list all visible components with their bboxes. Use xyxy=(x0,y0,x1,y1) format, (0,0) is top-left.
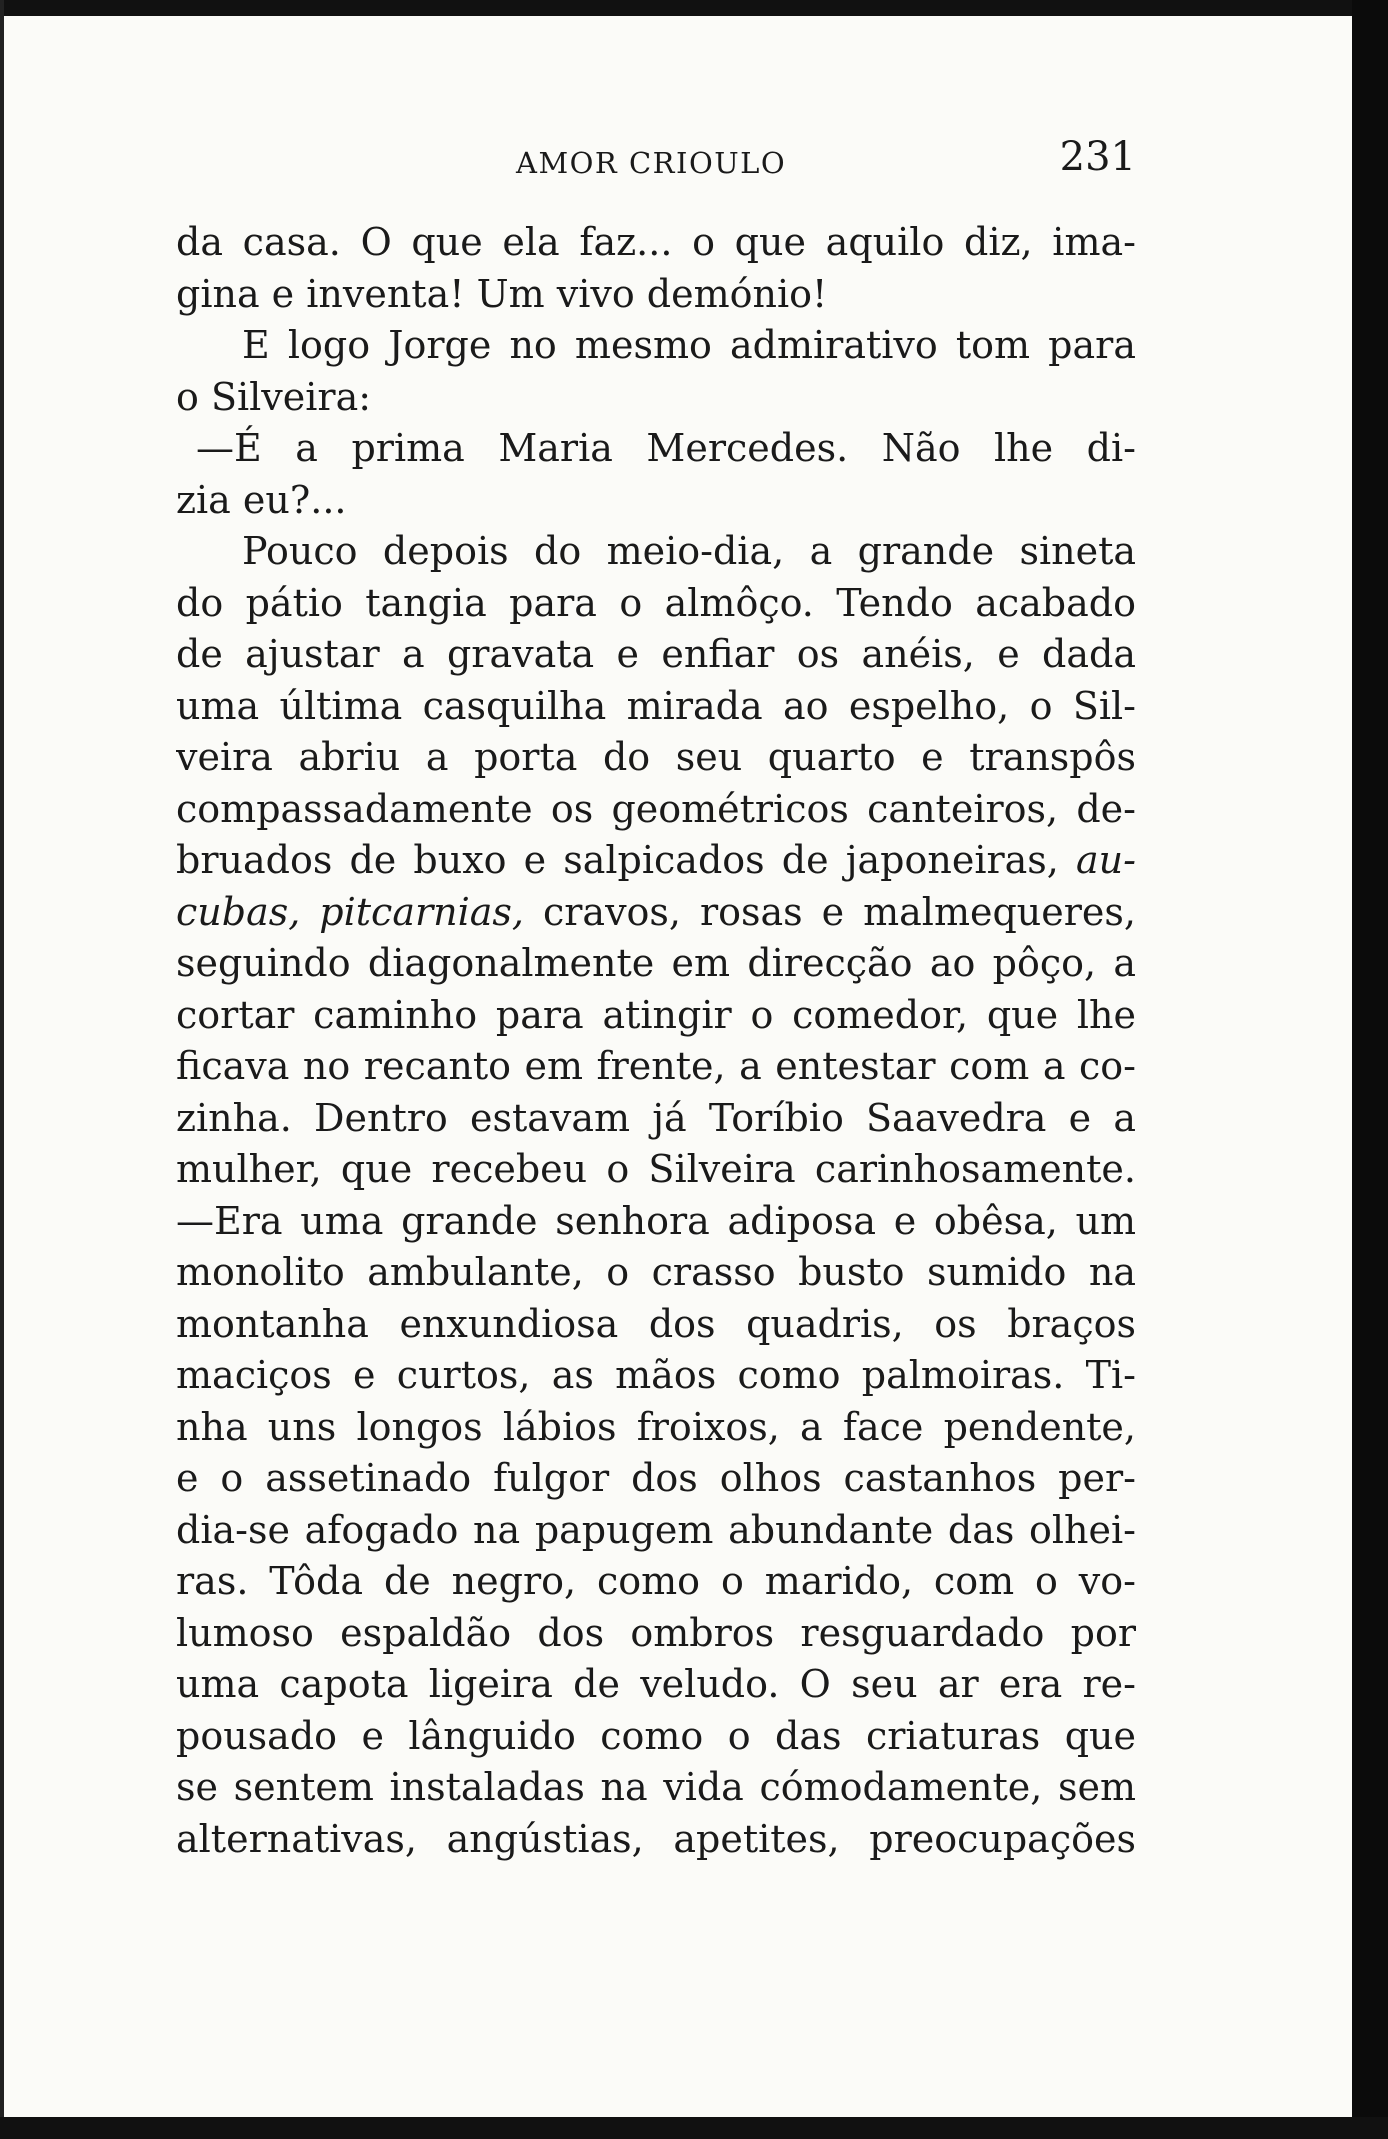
page-header xyxy=(176,134,1136,184)
text-line: compassadamente os geométricos canteiros, de- xyxy=(176,786,1136,831)
text-line: alternativas, angústias, apetites, preocupações xyxy=(176,1816,1136,1861)
text-line xyxy=(176,835,1136,887)
text-line: ficava no recanto em frente, a entestar com a co- xyxy=(176,1044,1136,1088)
running-title: AMOR CRIOULO xyxy=(516,146,787,180)
text-line: nha uns longos lábios froixos, a face pendente, xyxy=(176,1404,1136,1449)
text-segment: cravos, rosas e malmequeres, xyxy=(542,889,1136,934)
italic-word: au- xyxy=(1076,838,1136,882)
text-line: se sentem instaladas na vida cómodamente, sem xyxy=(176,1765,1136,1809)
text-line: cortar caminho para atingir o comedor, que lhe xyxy=(176,992,1136,1037)
page-number: 231 xyxy=(1059,134,1136,180)
text-line: zia eu?... xyxy=(176,477,347,522)
text-line: monolito ambulante, o crasso busto sumido na xyxy=(176,1250,1136,1294)
text-line: o Silveira: xyxy=(176,374,372,419)
text-line: mulher, que recebeu o Silveira carinhosamente. xyxy=(176,1147,1136,1191)
text-line xyxy=(176,887,1136,939)
text-line: E logo Jorge no mesmo admirativo tom para xyxy=(242,323,1136,367)
scan-edge-bottom xyxy=(0,2117,1388,2139)
text-line: veira abriu a porta do seu quarto e transpôs xyxy=(176,735,1136,779)
text-line: montanha enxundiosa dos quadris, os braços xyxy=(176,1301,1136,1346)
text-line: de ajustar a gravata e enfiar os anéis, e dada xyxy=(176,632,1136,676)
scan-edge-left xyxy=(0,0,4,2139)
text-line: uma última casquilha mirada ao espelho, o Sil- xyxy=(176,683,1136,728)
text-line: Pouco depois do meio-dia, a grande sineta xyxy=(242,529,1136,573)
text-line: seguindo diagonalmente em direcção ao pôço, a xyxy=(176,941,1136,985)
text-line: do pátio tangia para o almôço. Tendo acabado xyxy=(176,580,1136,625)
text-line: uma capota ligeira de veludo. O seu ar era re- xyxy=(176,1662,1136,1706)
text-line: dia-se afogado na papugem abundante das olhei- xyxy=(176,1507,1136,1552)
text-line: —É a prima Maria Mercedes. Não lhe di- xyxy=(196,426,1136,470)
text-line: gina e inventa! Um vivo demónio! xyxy=(176,271,828,316)
text-line: zinha. Dentro estavam já Toríbio Saavedra e a xyxy=(176,1095,1136,1140)
text-line: —Era uma grande senhora adiposa e obêsa, um xyxy=(176,1198,1136,1243)
text-segment: bruados de buxo e salpicados de japoneiras, xyxy=(176,838,1059,882)
text-line: pousado e lânguido como o das criaturas que xyxy=(176,1713,1136,1758)
text-line: maciços e curtos, as mãos como palmoiras. Ti- xyxy=(176,1353,1136,1397)
text-line: e o assetinado fulgor dos olhos castanhos per- xyxy=(176,1456,1136,1500)
text-line: lumoso espaldão dos ombros resguardado por xyxy=(176,1610,1136,1655)
text-line: da casa. O que ela faz... o que aquilo diz, ima- xyxy=(176,220,1136,264)
scan-edge-top xyxy=(0,0,1388,16)
scan-edge-right xyxy=(1352,0,1388,2139)
body-text xyxy=(176,217,1136,1865)
text-line: ras. Tôda de negro, como o marido, com o vo- xyxy=(176,1559,1136,1603)
italic-words: cubas, pitcarnias, xyxy=(176,889,524,934)
